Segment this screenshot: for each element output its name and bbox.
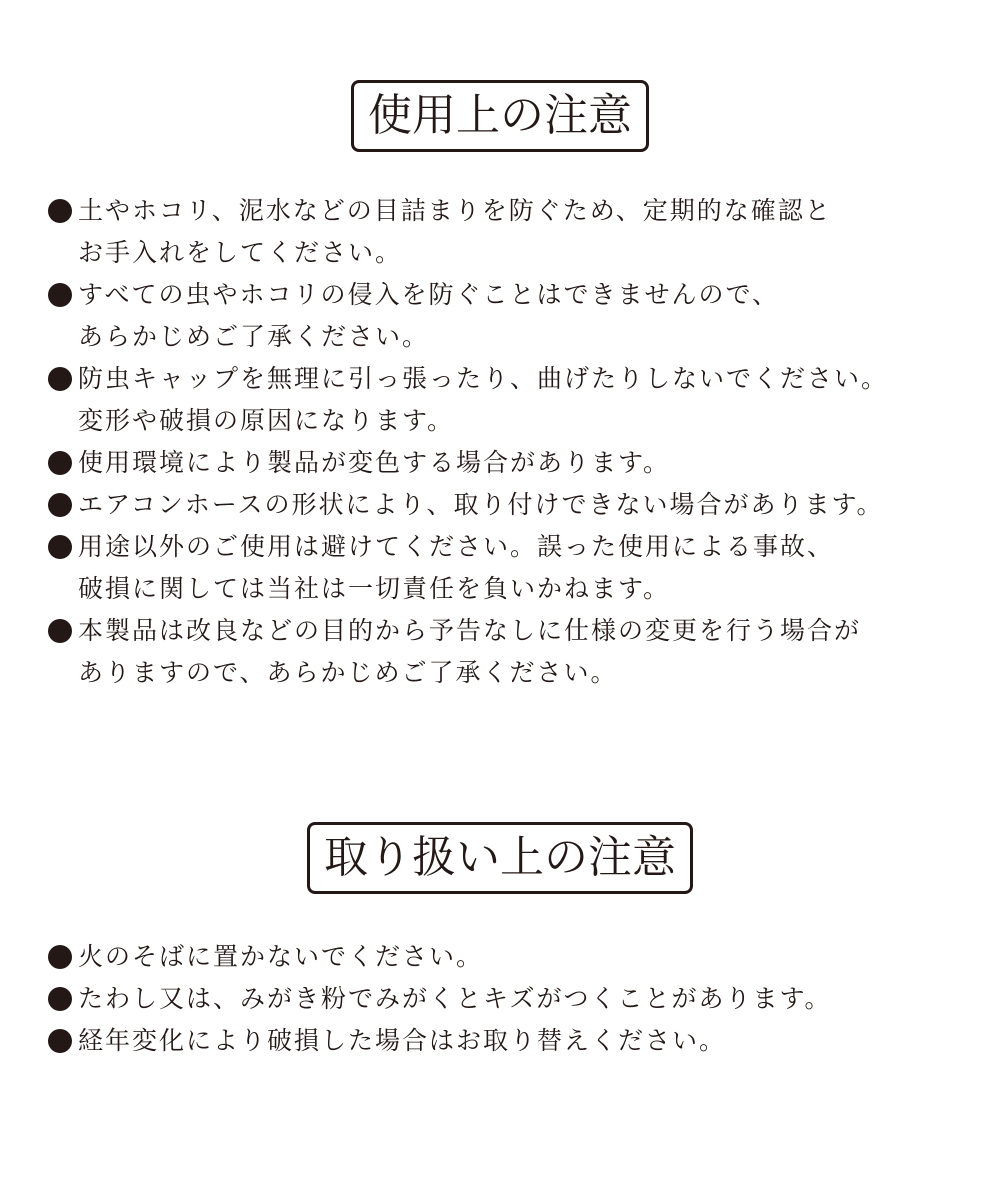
list-item	[46, 484, 966, 526]
list-item	[46, 936, 966, 978]
bullet-icon	[48, 619, 72, 643]
list-item	[46, 274, 966, 358]
list-item	[46, 358, 966, 442]
note-text-line: 防虫キャップを無理に引っ張ったり、曲げたりしないでください。	[78, 364, 889, 393]
note-text-line: すべての虫やホコリの侵入を防ぐことはできませんので、	[78, 280, 780, 309]
note-text-line: お手入れをしてください。	[78, 238, 403, 267]
list-item	[46, 610, 966, 694]
list-item	[46, 1020, 966, 1062]
bullet-icon	[48, 987, 72, 1011]
list-item	[46, 526, 966, 610]
bullet-icon	[48, 283, 72, 307]
bullet-icon	[48, 945, 72, 969]
note-text-line: あらかじめご了承ください。	[78, 322, 430, 351]
bullet-icon	[48, 493, 72, 517]
handling-notes-list	[46, 936, 966, 1062]
bullet-icon	[48, 367, 72, 391]
note-text-line: 火のそばに置かないでください。	[78, 942, 484, 971]
list-item	[46, 190, 966, 274]
note-text-line: 土やホコリ、泥水などの目詰まりを防ぐため、定期的な確認と	[78, 196, 832, 225]
usage-section-title: 使用上の注意	[351, 80, 649, 152]
bullet-icon	[48, 451, 72, 475]
note-text-line: たわし又は、みがき粉でみがくとキズがつくことがあります。	[78, 984, 832, 1013]
note-text-line: 用途以外のご使用は避けてください。誤った使用による事故、	[78, 532, 835, 561]
note-text-line: 破損に関しては当社は一切責任を負いかねます。	[78, 574, 671, 603]
note-text-line: 変形や破損の原因になります。	[78, 406, 455, 435]
bullet-icon	[48, 535, 72, 559]
note-text-line: 使用環境により製品が変色する場合があります。	[78, 448, 671, 477]
list-item	[46, 978, 966, 1020]
bullet-icon	[48, 199, 72, 223]
note-text-line: エアコンホースの形状により、取り付けできない場合があります。	[78, 490, 884, 519]
note-text-line: 経年変化により破損した場合はお取り替えください。	[78, 1026, 727, 1055]
bullet-icon	[48, 1029, 72, 1053]
note-text-line: ありますので、あらかじめご了承ください。	[78, 658, 618, 687]
handling-section-title: 取り扱い上の注意	[307, 822, 693, 894]
list-item	[46, 442, 966, 484]
usage-notes-list	[46, 190, 966, 694]
note-text-line: 本製品は改良などの目的から予告なしに仕様の変更を行う場合が	[78, 616, 862, 645]
